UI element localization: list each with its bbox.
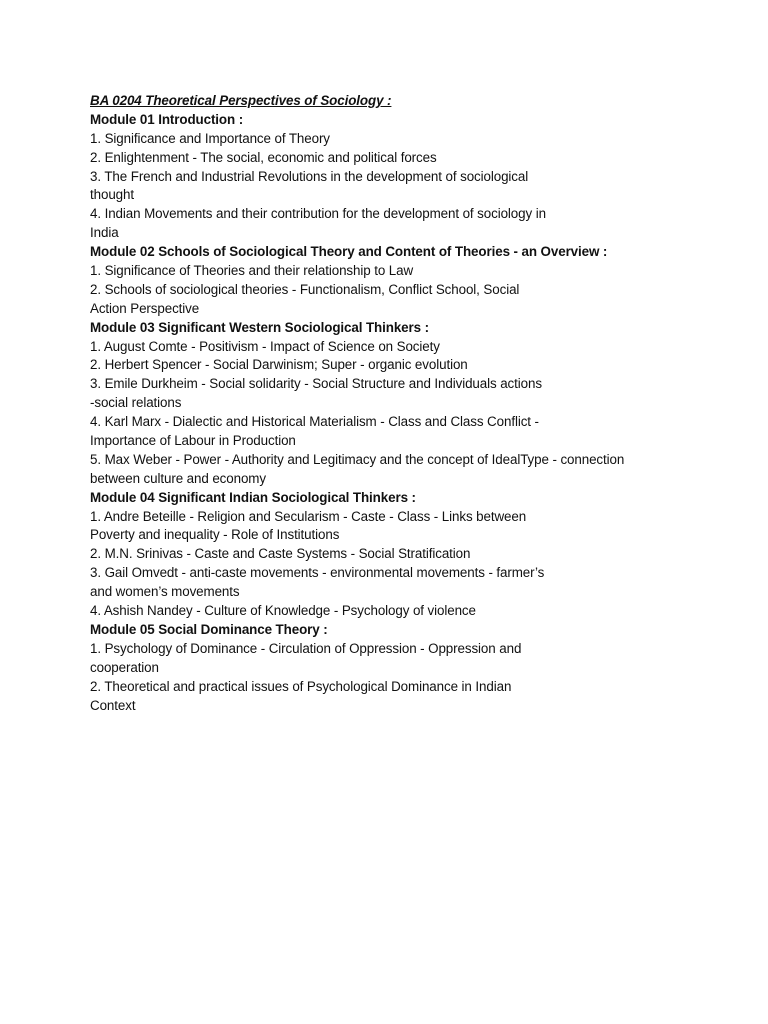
module-line: 5. Max Weber - Power - Authority and Legitimacy and the concept of IdealType - connection (90, 451, 625, 467)
module-line: 2. Enlightenment - The social, economic and political forces (90, 149, 437, 165)
module-heading: Module 02 Schools of Sociological Theory and Content of Theories - an Overview : (90, 244, 608, 260)
module-line: thought (90, 187, 134, 203)
module-line: 4. Ashish Nandey - Culture of Knowledge - Psychology of violence (90, 603, 476, 619)
document-page (90, 92, 690, 715)
module-line: Action Perspective (90, 300, 200, 316)
module-list (90, 111, 690, 716)
module-line: 1. Significance of Theories and their relationship to Law (90, 263, 414, 279)
module-line: India (90, 225, 119, 241)
module-line: 1. Psychology of Dominance - Circulation of Oppression - Oppression and (90, 640, 522, 656)
module-section-3 (90, 319, 690, 489)
module-line: 3. Emile Durkheim - Social solidarity - Social Structure and Individuals actions (90, 376, 542, 392)
module-line: 2. Herbert Spencer - Social Darwinism; Super - organic evolution (90, 357, 468, 373)
document-title: BA 0204 Theoretical Perspectives of Sociology : (90, 93, 392, 108)
module-line: Poverty and inequality - Role of Institutions (90, 527, 340, 543)
module-line: 1. August Comte - Positivism - Impact of Science on Society (90, 338, 440, 354)
module-line: -social relations (90, 395, 182, 411)
module-heading: Module 01 Introduction : (90, 111, 244, 127)
module-line: between culture and economy (90, 470, 266, 486)
module-line: Importance of Labour in Production (90, 433, 296, 449)
module-heading: Module 04 Significant Indian Sociological Thinkers : (90, 489, 416, 505)
module-section-4 (90, 489, 690, 621)
module-line: Context (90, 697, 136, 713)
module-line: 3. Gail Omvedt - anti-caste movements - environmental movements - farmer’s (90, 565, 545, 581)
module-section-1 (90, 111, 690, 243)
module-line: 2. Schools of sociological theories - Functionalism, Conflict School, Social (90, 281, 520, 297)
module-line: and women’s movements (90, 584, 240, 600)
module-section-5 (90, 621, 690, 715)
module-line: 3. The French and Industrial Revolutions in the development of sociological (90, 168, 529, 184)
module-section-2 (90, 243, 690, 319)
module-line: cooperation (90, 659, 159, 675)
module-line: 4. Indian Movements and their contribution for the development of sociology in (90, 206, 546, 222)
module-line: 4. Karl Marx - Dialectic and Historical Materialism - Class and Class Conflict - (90, 414, 539, 430)
module-line: 2. Theoretical and practical issues of Psychological Dominance in Indian (90, 678, 512, 694)
module-heading: Module 05 Social Dominance Theory : (90, 621, 328, 637)
module-line: 1. Andre Beteille - Religion and Secularism - Caste - Class - Links between (90, 508, 527, 524)
module-line: 2. M.N. Srinivas - Caste and Caste Systems - Social Stratification (90, 546, 471, 562)
module-heading: Module 03 Significant Western Sociological Thinkers : (90, 319, 429, 335)
module-line: 1. Significance and Importance of Theory (90, 130, 330, 146)
